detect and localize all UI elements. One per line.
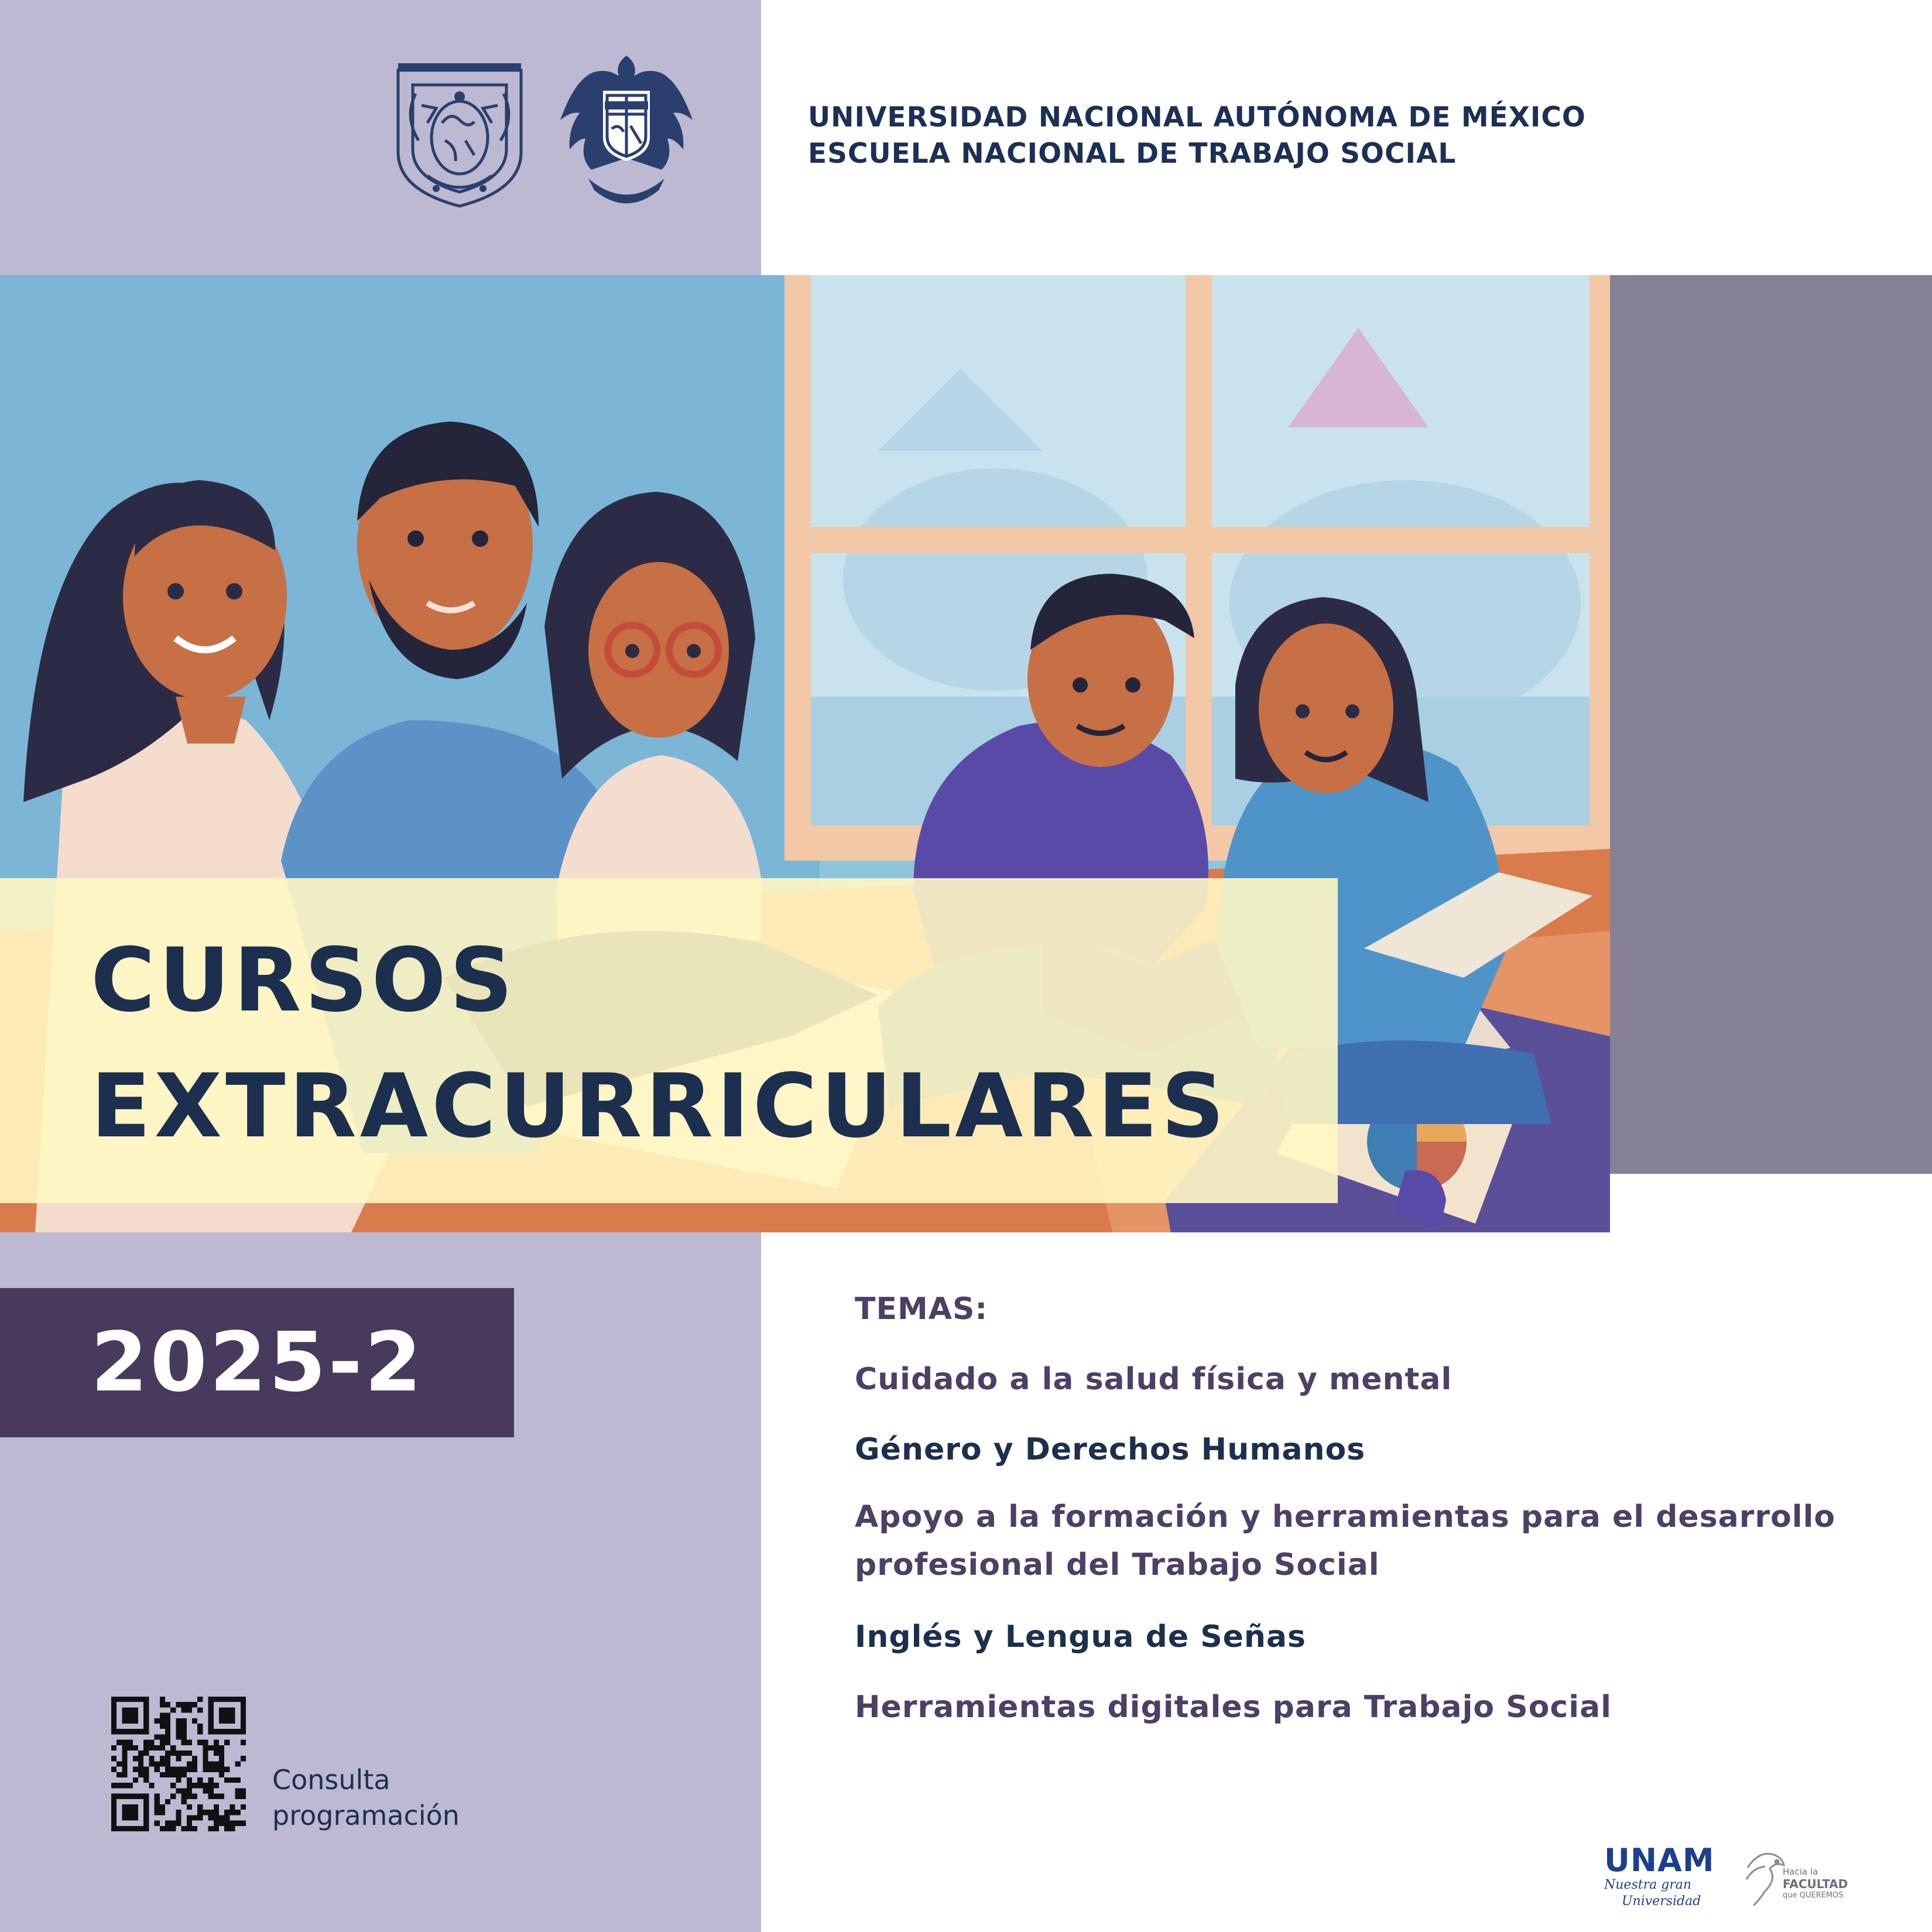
facultad-logo-line-3: que QUEREMOS (1783, 1891, 1844, 1900)
topics-heading: TEMAS: (855, 1292, 988, 1327)
facultad-logo-line-1: Hacia la (1783, 1866, 1818, 1877)
qr-caption (272, 1762, 506, 1834)
hummingbird-icon (1742, 1844, 1789, 1909)
topic-item-4: Inglés y Lengua de Señas (855, 1619, 1306, 1654)
unam-nuestra-gran-universidad-logo (1604, 1844, 1715, 1920)
period-label: 2025-2 (91, 1315, 424, 1410)
qr-caption-line-2: programación (272, 1800, 460, 1831)
unam-logo-tagline-2: Universidad (1622, 1894, 1701, 1909)
trabajo-social-seal-icon (553, 50, 700, 214)
topic-item-3 (855, 1493, 1885, 1589)
hacia-la-facultad-logo (1742, 1844, 1859, 1920)
topic-item-5: Herramientas digitales para Trabajo Social (855, 1690, 1612, 1725)
right-gray-band (1610, 275, 1932, 1174)
title-line-1: CURSOS (91, 930, 516, 1032)
topic-item-2: Género y Derechos Humanos (855, 1432, 1366, 1467)
unam-seal-icon (386, 53, 533, 211)
school-name: ESCUELA NACIONAL DE TRABAJO SOCIAL (808, 138, 1457, 170)
topic-item-1: Cuidado a la salud física y mental (855, 1362, 1453, 1397)
university-name: UNIVERSIDAD NACIONAL AUTÓNOMA DE MÉXICO (808, 101, 1586, 133)
window (785, 275, 1610, 861)
topic-item-3-line-2: profesional del Trabajo Social (855, 1547, 1380, 1582)
title-line-2: EXTRACURRICULARES (91, 1056, 1228, 1157)
unam-logo-tagline-1: Nuestra gran (1604, 1878, 1692, 1892)
topic-item-3-line-1: Apoyo a la formación y herramientas para el desarrollo (855, 1499, 1836, 1534)
unam-logo-word: UNAM (1604, 1842, 1715, 1879)
header-title (808, 100, 1745, 172)
qr-code-icon[interactable] (111, 1697, 246, 1831)
facultad-logo-line-2: FACULTAD (1783, 1877, 1848, 1891)
qr-caption-line-1: Consulta (272, 1764, 390, 1796)
